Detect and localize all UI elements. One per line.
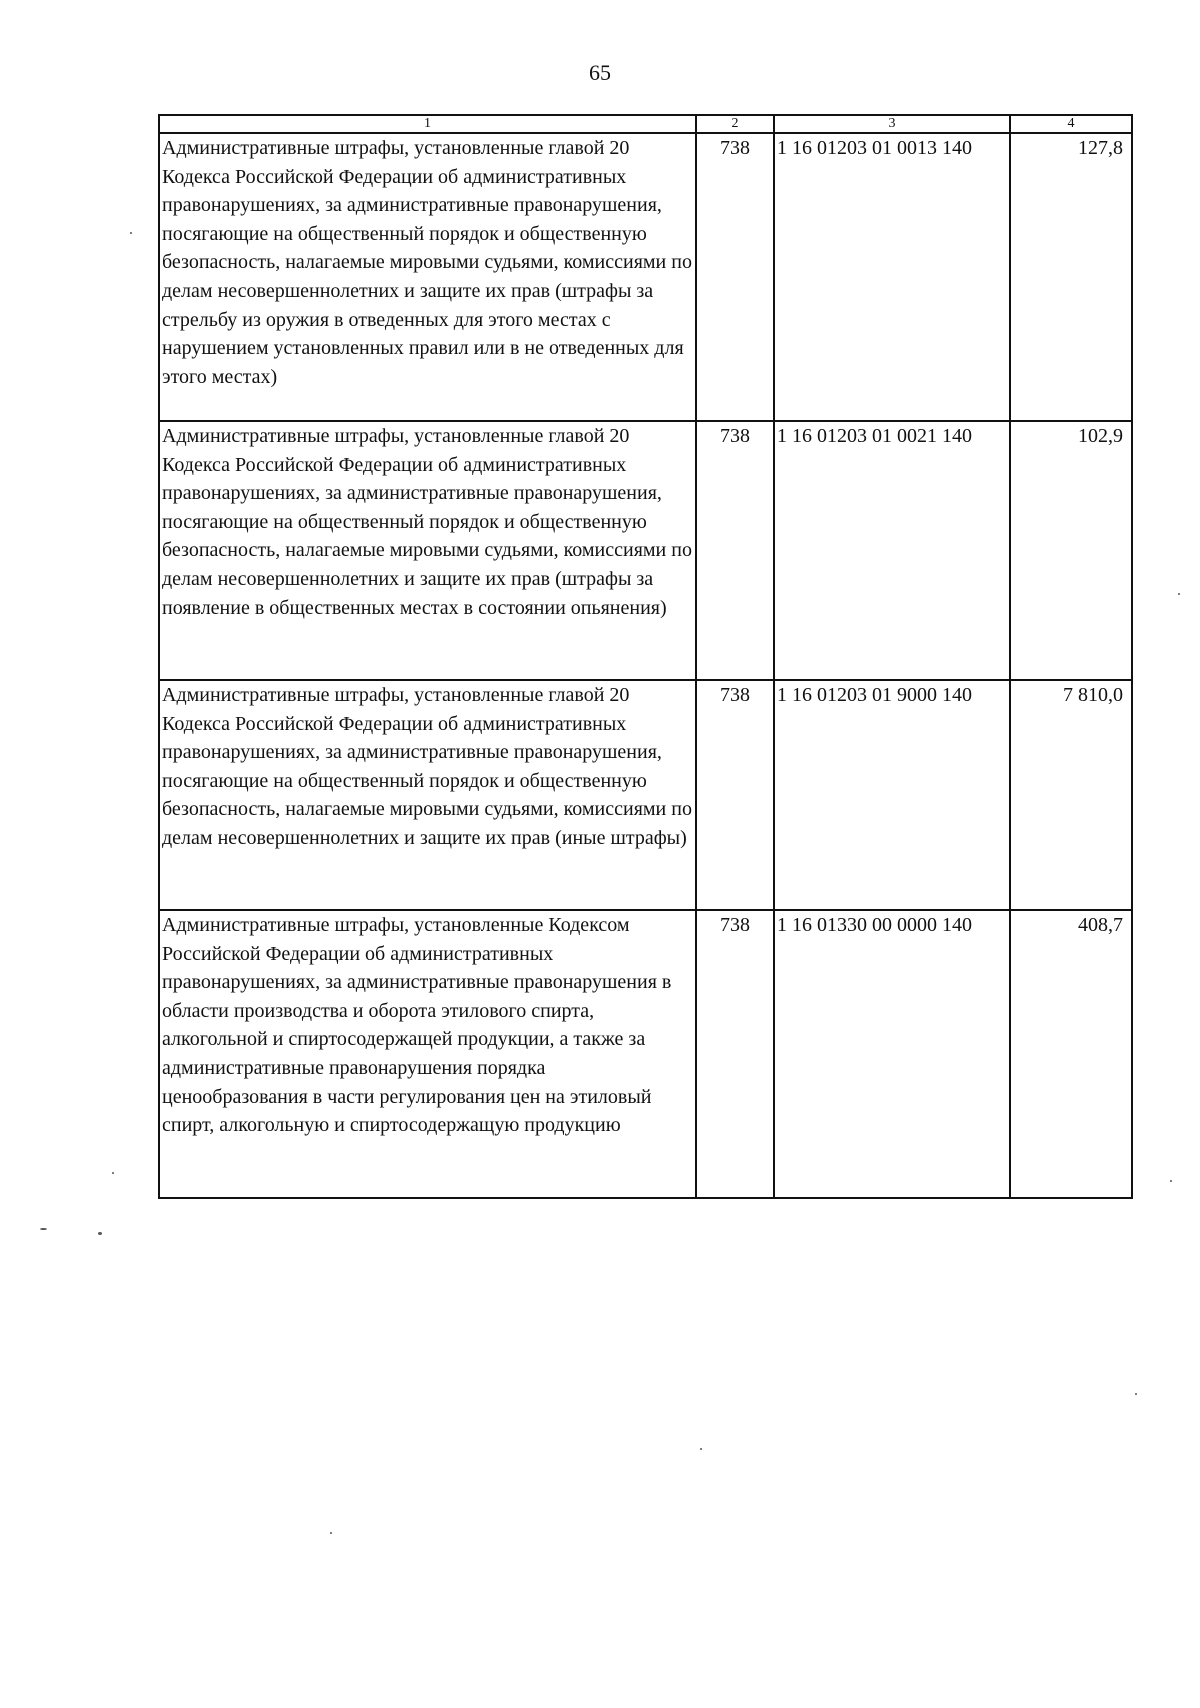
scan-speck [1170, 1180, 1172, 1182]
column-header-amount: 4 [1010, 115, 1132, 133]
row-amount: 408,7 [1010, 910, 1132, 1198]
scan-speck [112, 1172, 114, 1174]
row-classification-code: 1 16 01330 00 0000 140 [774, 910, 1010, 1198]
row-admin-code: 738 [696, 910, 774, 1198]
row-description: Административные штрафы, установленные главой 20 Кодекса Российской Федерации об административных правонарушениях, за административные правонарушения, посягающие на общественный порядок и общественную безопасность, налагаемые мировыми судьями, комиссиями по делам несовершеннолетних и защите их прав (штрафы за появление в общественных местах в состоянии опьянения) [159, 421, 696, 680]
scan-speck [40, 1228, 47, 1230]
scan-speck [98, 1232, 102, 1235]
table-header-row [159, 115, 1132, 133]
row-amount: 7 810,0 [1010, 680, 1132, 910]
row-amount: 102,9 [1010, 421, 1132, 680]
row-description: Административные штрафы, установленные главой 20 Кодекса Российской Федерации об административных правонарушениях, за административные правонарушения, посягающие на общественный порядок и общественную безопасность, налагаемые мировыми судьями, комиссиями по делам несовершеннолетних и защите их прав (иные штрафы) [159, 680, 696, 910]
table-row [159, 133, 1132, 421]
scan-speck [1135, 1393, 1137, 1395]
revenue-table [158, 114, 1133, 1199]
scan-speck [1178, 593, 1180, 595]
table-row [159, 421, 1132, 680]
column-header-classification-code: 3 [774, 115, 1010, 133]
row-admin-code: 738 [696, 133, 774, 421]
row-amount: 127,8 [1010, 133, 1132, 421]
row-classification-code: 1 16 01203 01 0013 140 [774, 133, 1010, 421]
table-row [159, 680, 1132, 910]
row-classification-code: 1 16 01203 01 0021 140 [774, 421, 1010, 680]
column-header-description: 1 [159, 115, 696, 133]
page-number: 65 [589, 60, 611, 85]
scan-speck [130, 232, 132, 234]
row-admin-code: 738 [696, 421, 774, 680]
scan-speck [330, 1532, 332, 1534]
row-admin-code: 738 [696, 680, 774, 910]
row-classification-code: 1 16 01203 01 9000 140 [774, 680, 1010, 910]
table-row [159, 910, 1132, 1198]
row-description: Административные штрафы, установленные Кодексом Российской Федерации об административных правонарушениях, за административные правонарушения в области производства и оборота этилового спирта, алкогольной и спиртосодержащей продукции, а также за административные правонарушения порядка ценообразования в части регулирования цен на этиловый спирт, алкогольную и спиртосодержащую продукцию [159, 910, 696, 1198]
row-description: Административные штрафы, установленные главой 20 Кодекса Российской Федерации об административных правонарушениях, за административные правонарушения, посягающие на общественный порядок и общественную безопасность, налагаемые мировыми судьями, комиссиями по делам несовершеннолетних и защите их прав (штрафы за стрельбу из оружия в отведенных для этого местах с нарушением установленных правил или в не отведенных для этого местах) [159, 133, 696, 421]
scan-speck [700, 1448, 702, 1450]
column-header-admin-code: 2 [696, 115, 774, 133]
